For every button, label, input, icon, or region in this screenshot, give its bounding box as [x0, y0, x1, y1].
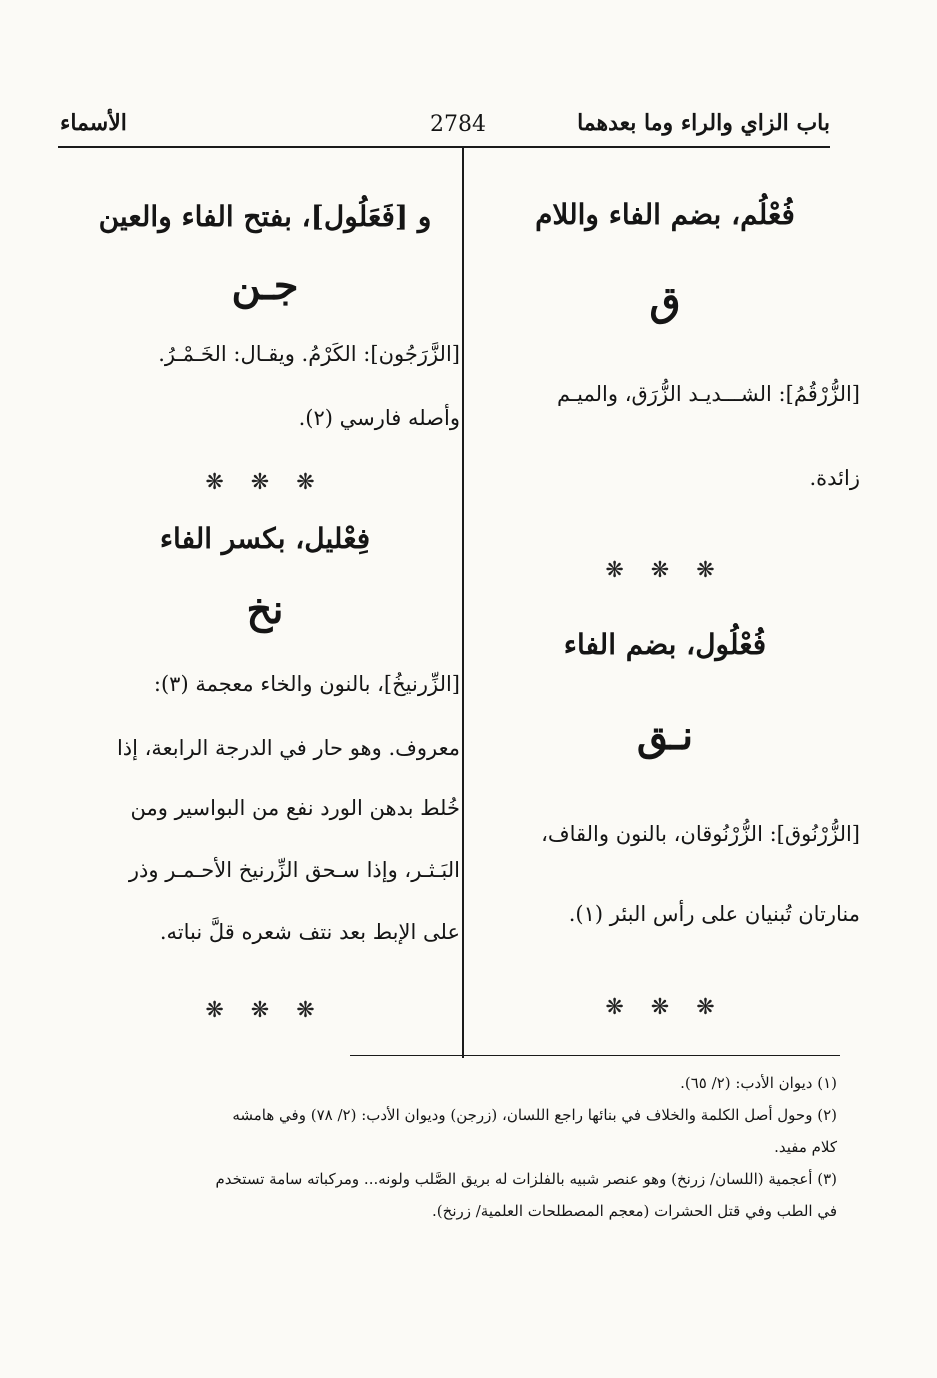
entry-line: [70, 386, 460, 451]
root-heading: ق: [649, 278, 681, 325]
entry-line: [470, 802, 860, 867]
section-title: الأسماء: [60, 110, 127, 136]
footnote-3-line-2: في الطب وفي قتل الحشرات (معجم المصطلحات العلمية/ زرنخ).: [432, 1202, 837, 1220]
footnote-3-line-1: (٣) أعجمية (اللسان/ زرنخ) وهو عنصر شبيه بالفلزات له بريق الصَّلب ولونه... ومركباته سامة تستخدم: [215, 1170, 837, 1188]
entry-text: زائدة.: [809, 466, 860, 490]
root-heading: جـن: [231, 262, 299, 309]
entry-text: خُلط بدهن الورد نفع من البواسير ومن: [130, 796, 460, 820]
entry-line: [70, 716, 460, 781]
entry-line: [70, 322, 460, 387]
root-heading: نـق: [636, 712, 694, 759]
entry-line: [70, 652, 460, 717]
wazn-heading: فُعْلُول، بضم الفاء: [563, 628, 767, 661]
entry-text: وأصله فارسي (٢).: [298, 406, 460, 430]
entry-text: على الإبط بعد نتف شعره قلَّ نباته.: [159, 920, 460, 944]
entry-line: [470, 446, 860, 511]
footnote-2-line-1: (٢) وحول أصل الكلمة والخلاف في بنائها راجع اللسان، (زرجن) وديوان الأدب: (٢/ ٧٨) وفي هامشه: [232, 1106, 837, 1124]
wazn-heading: فِعْليل، بكسر الفاء: [159, 522, 371, 555]
right-column: [470, 150, 860, 1050]
entry-line: [470, 362, 860, 427]
column-divider: [462, 148, 464, 1058]
entry-text: [الزُّرْنُوق]: الزُّرْنُوقان، بالنون والقاف،: [541, 822, 860, 846]
root-heading: نخ: [246, 586, 284, 633]
entry-text: منارتان تُبنيان على رأس البئر (١).: [568, 902, 860, 926]
header-rule: [58, 146, 830, 148]
entry-text: معروف. وهو حار في الدرجة الرابعة، إذا: [116, 736, 460, 760]
section-separator: ❋ ❋ ❋: [605, 995, 725, 1020]
entry-text: [الزِّرنيخُ]، بالنون والخاء معجمة (٣):: [153, 672, 460, 696]
page-header: [60, 110, 830, 146]
entry-line: [470, 882, 860, 947]
section-separator: ❋ ❋ ❋: [205, 998, 325, 1023]
wazn-heading: و [فَعَلُول]، بفتح الفاء والعين: [98, 200, 432, 233]
entry-text: [الزُّرْقُمُ]: الشـــديـد الزُّرَق، والميـم: [557, 382, 860, 406]
entry-text: [الزَّرَجُون]: الكَرْمُ. ويقـال: الخَـمْـرُ.: [158, 342, 460, 366]
chapter-title: باب الزاي والراء وما بعدهما: [577, 110, 830, 136]
footnote-2-line-2: كلام مفيد.: [774, 1138, 837, 1156]
left-column: [70, 150, 460, 1050]
entry-text: البَـثـر، وإذا سـحق الزِّرنيخ الأحـمـر وذر: [128, 858, 460, 882]
entry-line: [70, 900, 460, 965]
wazn-heading: فُعْلُم، بضم الفاء واللام: [535, 198, 795, 231]
entry-line: [70, 838, 460, 903]
entry-line: [70, 776, 460, 841]
section-separator: ❋ ❋ ❋: [605, 558, 725, 583]
footnote-1: (١) ديوان الأدب: (٢/ ٦٥).: [680, 1074, 837, 1092]
footnotes: [92, 1068, 837, 1228]
footnote-rule: [350, 1055, 840, 1056]
page-number: 2784: [430, 112, 486, 137]
section-separator: ❋ ❋ ❋: [205, 470, 325, 495]
